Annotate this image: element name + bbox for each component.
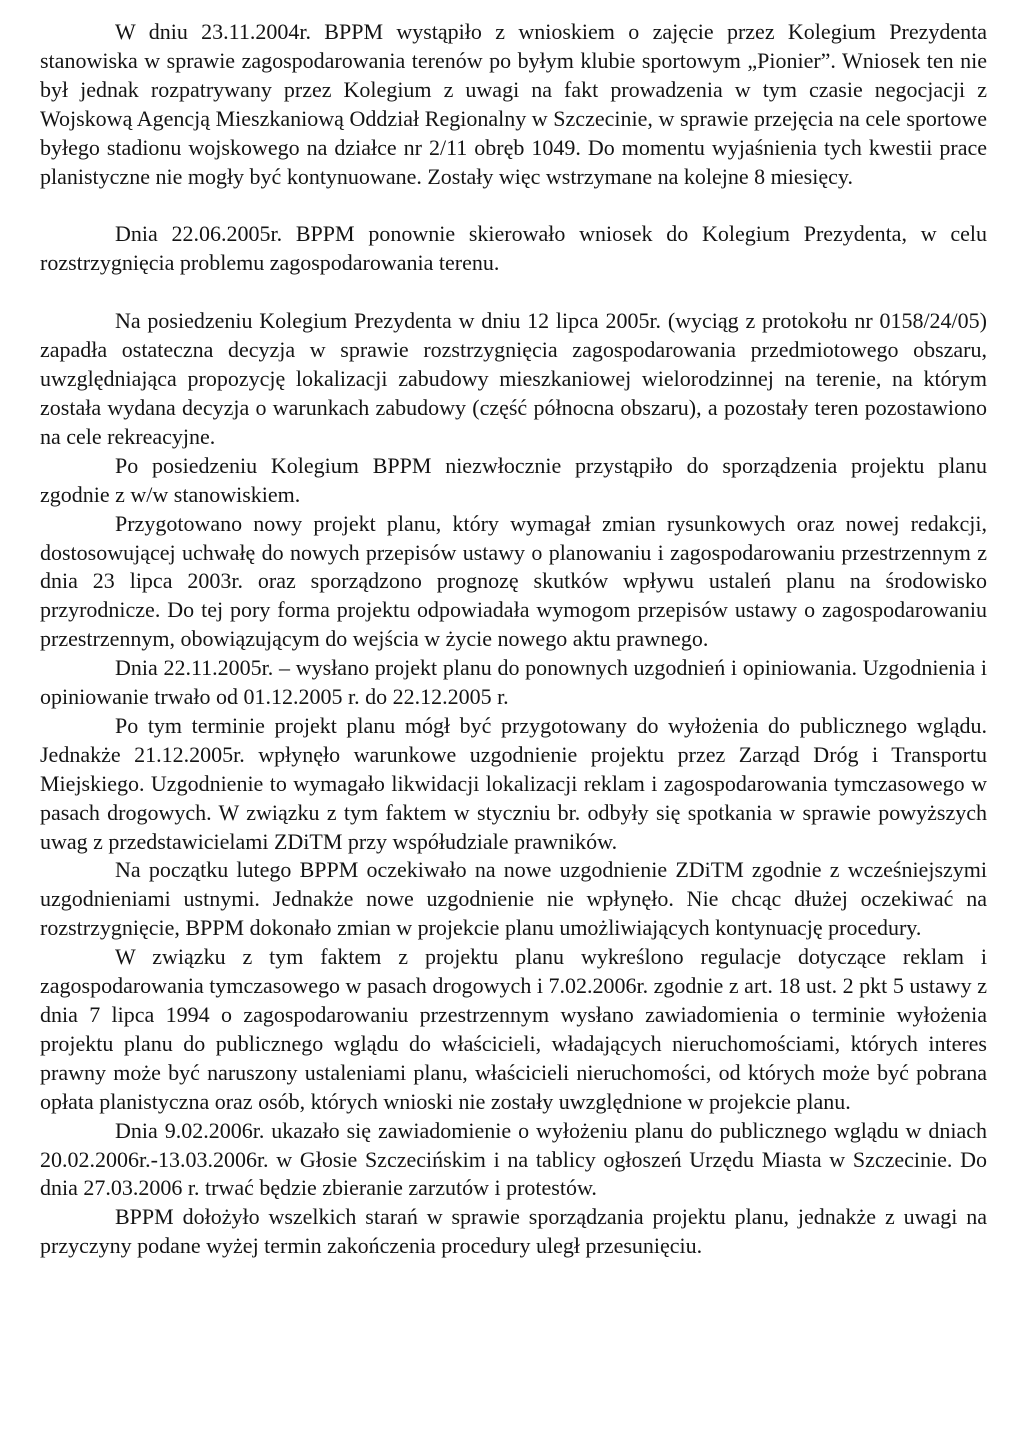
paragraph-6: Dnia 22.11.2005r. – wysłano projekt planu do ponownych uzgodnień i opiniowania. Uzgodnienia i opiniowanie trwało od 01.12.2005 r. do 22.12.2005 r.: [40, 655, 987, 710]
paragraph-7: Po tym terminie projekt planu mógł być przygotowany do wyłożenia do publicznego wglądu. Jednakże 21.12.2005r. wpłynęło warunkowe uzgodnienie projektu przez Zarząd Dróg i Transportu Miejskiego. Uzgodnienie to wymagało likwidacji lokalizacji reklam i zagospodarowania tymczasowego w pasach drogowych. W związku z tym faktem w styczniu br. odbyły się spotkania w sprawie powyższych uwag z przedstawicielami ZDiTM przy współudziale prawników.: [40, 712, 987, 854]
paragraph-3: Na posiedzeniu Kolegium Prezydenta w dniu 12 lipca 2005r. (wyciąg z protokołu nr 0158/24/05) zapadła ostateczna decyzja w sprawie rozstrzygnięcia zagospodarowania przedmiotowego obszaru, uwzględniająca propozycję lokalizacji zabudowy mieszkaniowej wielorodzinnej na terenie, na którym została wydana decyzja o warunkach zabudowy (część północna obszaru), a pozostały teren pozostawiono na cele rekreacyjne.: [40, 308, 987, 449]
paragraph-8: Na początku lutego BPPM oczekiwało na nowe uzgodnienie ZDiTM zgodnie z wcześniejszymi uzgodnieniami ustnymi. Jednakże nowe uzgodnienie nie wpłynęło. Nie chcąc dłużej oczekiwać na rozstrzygnięcie, BPPM dokonało zmian w projekcie planu umożliwiających kontynuację procedury.: [40, 857, 987, 941]
paragraph-11: BPPM dołożyło wszelkich starań w sprawie sporządzania projektu planu, jednakże z uwagi na przyczyny podane wyżej termin zakończenia procedury uległ przesunięciu.: [40, 1204, 987, 1259]
paragraph-2: Dnia 22.06.2005r. BPPM ponownie skierowało wniosek do Kolegium Prezydenta, w celu rozstrzygnięcia problemu zagospodarowania terenu.: [40, 221, 987, 276]
paragraph-1: W dniu 23.11.2004r. BPPM wystąpiło z wnioskiem o zajęcie przez Kolegium Prezydenta stanowiska w sprawie zagospodarowania terenów po byłym klubie sportowym „Pionier”. Wniosek ten nie był jednak rozpatrywany przez Kolegium z uwagi na fakt prowadzenia w tym czasie negocjacji z Wojskową Agencją Mieszkaniową Oddział Regionalny w Szczecinie, w sprawie przejęcia na cele sportowe byłego stadionu wojskowego na działce nr 2/11 obręb 1049. Do momentu wyjaśnienia tych kwestii prace planistyczne nie mogły być kontynuowane. Zostały więc wstrzymane na kolejne 8 miesięcy.: [40, 19, 987, 189]
paragraph-5: Przygotowano nowy projekt planu, który wymagał zmian rysunkowych oraz nowej redakcji, dostosowującej uchwałę do nowych przepisów ustawy o planowaniu i zagospodarowaniu przestrzennym z dnia 23 lipca 2003r. oraz sporządzono prognozę skutków wpływu ustaleń planu na środowisko przyrodnicze. Do tej pory forma projektu odpowiadała wymogom przepisów ustawy o zagospodarowaniu przestrzennym, obowiązującym do wejścia w życie nowego aktu prawnego.: [40, 510, 987, 652]
paragraph-9: W związku z tym faktem z projektu planu wykreślono regulacje dotyczące reklam i zagospodarowania tymczasowego w pasach drogowych i 7.02.2006r. zgodnie z art. 18 ust. 2 pkt 5 ustawy z dnia 7 lipca 1994 o zagospodarowaniu przestrzennym wysłano zawiadomienia o terminie wyłożenia projektu planu do publicznego wglądu do właścicieli, władających nieruchomościami, których interes prawny może być naruszony ustaleniami planu, właścicieli nieruchomości, od których może być pobrana opłata planistyczna oraz osób, których wnioski nie zostały uwzględnione w projekcie planu.: [40, 944, 987, 1114]
document-page: [40, 18, 987, 1261]
paragraph-10: Dnia 9.02.2006r. ukazało się zawiadomienie o wyłożeniu planu do publicznego wglądu w dniach 20.02.2006r.-13.03.2006r. w Głosie Szczecińskim i na tablicy ogłoszeń Urzędu Miasta w Szczecinie. Do dnia 27.03.2006 r. trwać będzie zbieranie zarzutów i protestów.: [40, 1117, 987, 1201]
paragraph-4: Po posiedzeniu Kolegium BPPM niezwłocznie przystąpiło do sporządzenia projektu planu zgodnie z w/w stanowiskiem.: [40, 452, 987, 507]
